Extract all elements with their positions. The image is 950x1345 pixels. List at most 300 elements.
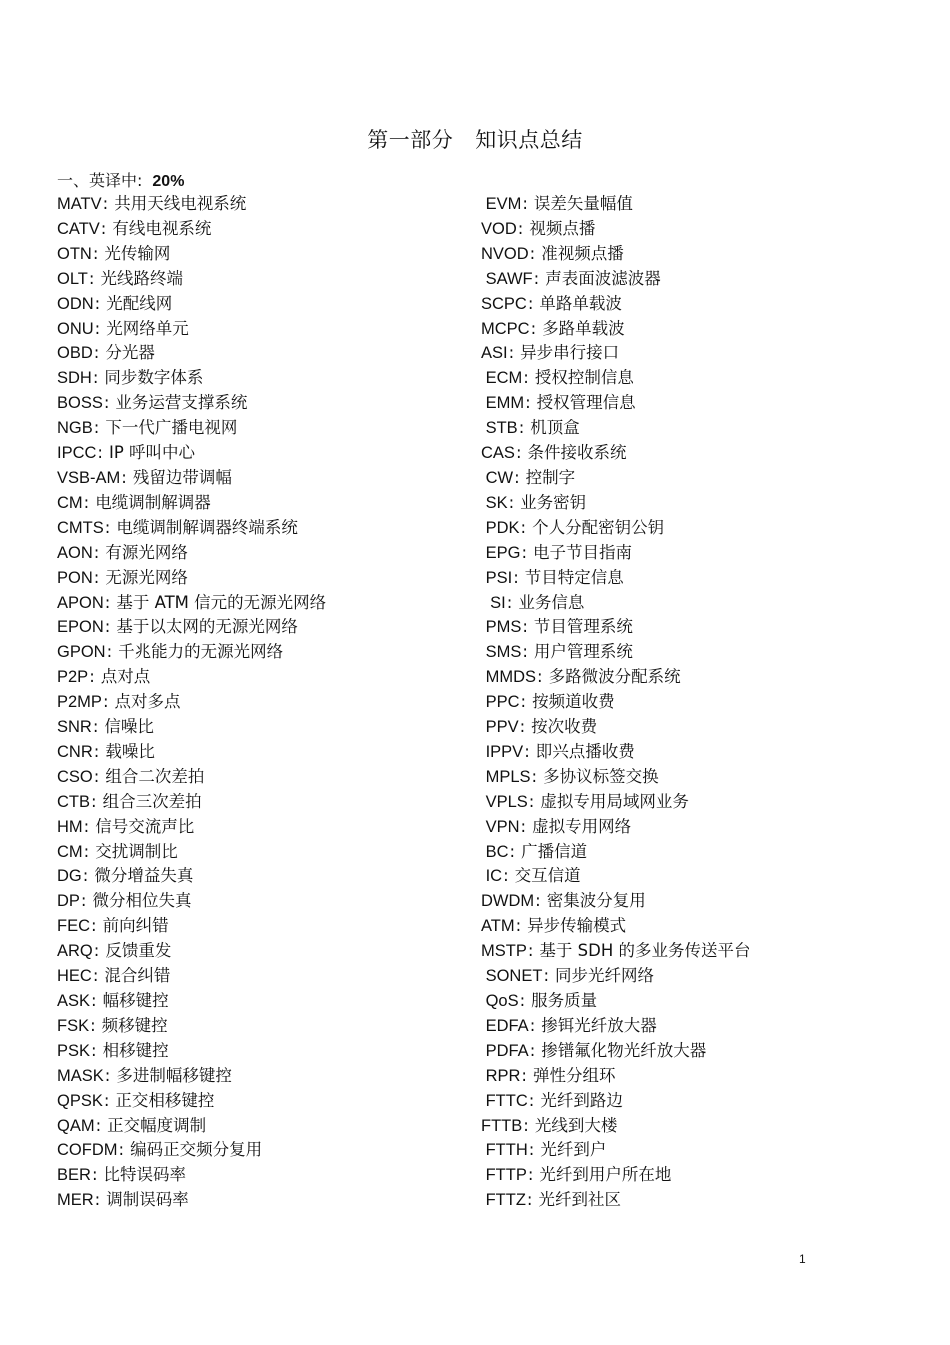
term-row bbox=[57, 640, 467, 665]
term-separator: : bbox=[528, 1140, 535, 1160]
term-separator: : bbox=[525, 393, 531, 413]
term-abbreviation: CSO bbox=[57, 767, 93, 786]
term-row bbox=[57, 690, 467, 715]
term-meaning: 前向纠错 bbox=[102, 916, 169, 936]
term-separator: : bbox=[93, 766, 100, 786]
term-row bbox=[481, 815, 901, 840]
term-row bbox=[57, 591, 467, 616]
term-abbreviation: QPSK bbox=[57, 1091, 103, 1110]
term-abbreviation: FTTZ bbox=[481, 1191, 526, 1210]
term-meaning: 交互信道 bbox=[514, 866, 581, 886]
term-abbreviation: VOD bbox=[481, 219, 517, 238]
term-separator: : bbox=[102, 194, 109, 213]
term-abbreviation: FTTH bbox=[481, 1141, 528, 1160]
term-meaning: 控制字 bbox=[525, 467, 576, 487]
term-row bbox=[57, 1064, 467, 1089]
term-separator: : bbox=[509, 841, 516, 861]
term-row bbox=[481, 765, 901, 790]
term-separator: : bbox=[506, 592, 513, 612]
term-abbreviation: SK bbox=[481, 493, 508, 512]
term-separator: : bbox=[522, 642, 528, 662]
term-abbreviation: APON bbox=[57, 593, 104, 612]
term-row bbox=[57, 765, 467, 790]
term-separator: : bbox=[518, 418, 525, 438]
term-meaning: 光纤到用户所在地 bbox=[539, 1165, 672, 1185]
term-abbreviation: SAWF bbox=[481, 269, 533, 288]
term-meaning: 节目管理系统 bbox=[533, 617, 633, 637]
term-row bbox=[481, 640, 901, 665]
term-meaning: 电缆调制解调器终端系统 bbox=[116, 517, 298, 537]
term-abbreviation: MSTP bbox=[481, 942, 527, 961]
term-separator: : bbox=[543, 966, 549, 986]
term-meaning: 光纤到路边 bbox=[540, 1090, 623, 1110]
term-meaning: 准视频点播 bbox=[541, 243, 624, 263]
term-abbreviation: FTTP bbox=[481, 1166, 527, 1185]
term-meaning: 弹性分组环 bbox=[532, 1065, 616, 1085]
term-abbreviation: PDK bbox=[481, 518, 520, 537]
term-separator: : bbox=[94, 1190, 101, 1210]
term-separator: : bbox=[513, 567, 519, 587]
term-abbreviation: ECM bbox=[481, 369, 523, 388]
term-row bbox=[481, 939, 901, 964]
term-separator: : bbox=[89, 667, 95, 687]
term-separator: : bbox=[92, 717, 99, 737]
term-separator: : bbox=[519, 991, 526, 1010]
term-row bbox=[481, 989, 901, 1014]
term-abbreviation: ONU bbox=[57, 319, 94, 338]
term-separator: : bbox=[83, 492, 90, 512]
term-separator: : bbox=[80, 891, 87, 911]
term-meaning: 电缆调制解调器 bbox=[95, 492, 211, 512]
term-meaning: 交扰调制比 bbox=[95, 841, 178, 861]
term-abbreviation: SI bbox=[481, 593, 506, 612]
term-separator: : bbox=[103, 1090, 110, 1110]
term-meaning: 光传输网 bbox=[104, 243, 171, 263]
term-abbreviation: PSK bbox=[57, 1041, 91, 1060]
term-separator: : bbox=[104, 592, 111, 612]
term-row bbox=[57, 914, 467, 939]
term-meaning: 编码正交频分复用 bbox=[130, 1140, 263, 1160]
term-abbreviation: CTB bbox=[57, 792, 90, 811]
term-separator: : bbox=[94, 318, 101, 338]
term-row bbox=[481, 217, 901, 242]
term-abbreviation: OLT bbox=[57, 269, 88, 288]
term-abbreviation: SONET bbox=[481, 967, 543, 986]
term-row bbox=[57, 1114, 467, 1139]
term-abbreviation: HM bbox=[57, 817, 83, 836]
term-row bbox=[481, 491, 901, 516]
term-row bbox=[481, 366, 901, 391]
term-abbreviation: ASI bbox=[481, 344, 508, 363]
term-meaning: 声表面波滤波器 bbox=[545, 268, 661, 288]
term-abbreviation: PPV bbox=[481, 718, 519, 737]
term-row bbox=[481, 391, 901, 416]
term-row bbox=[57, 715, 467, 740]
term-abbreviation: PSI bbox=[481, 568, 513, 587]
term-abbreviation: IPPV bbox=[481, 742, 524, 761]
term-row bbox=[57, 1188, 467, 1213]
term-meaning: 个人分配密钥公钥 bbox=[532, 517, 665, 537]
term-meaning: 误差矢量幅值 bbox=[533, 194, 633, 213]
term-row bbox=[481, 541, 901, 566]
term-abbreviation: NVOD bbox=[481, 244, 529, 263]
term-separator: : bbox=[515, 916, 522, 936]
term-abbreviation: STB bbox=[481, 419, 518, 438]
term-row bbox=[57, 317, 467, 342]
section-heading-label: 一、英译中: bbox=[57, 171, 143, 190]
term-meaning: 光纤到社区 bbox=[538, 1190, 621, 1210]
term-separator: : bbox=[91, 991, 97, 1010]
term-row bbox=[57, 989, 467, 1014]
term-meaning: 有线电视系统 bbox=[112, 218, 212, 238]
term-row bbox=[481, 1089, 901, 1114]
term-separator: : bbox=[93, 343, 100, 363]
term-row bbox=[481, 889, 901, 914]
term-row bbox=[481, 267, 901, 292]
term-abbreviation: VPN bbox=[481, 817, 520, 836]
term-separator: : bbox=[83, 841, 90, 861]
term-separator: : bbox=[92, 966, 99, 986]
term-separator: : bbox=[100, 218, 107, 238]
term-meaning: 组合二次差拍 bbox=[105, 766, 205, 786]
term-meaning: 掺铒光纤放大器 bbox=[541, 1015, 657, 1035]
term-abbreviation: BOSS bbox=[57, 394, 103, 413]
term-meaning: 同步光纤网络 bbox=[555, 966, 654, 986]
term-abbreviation: OTN bbox=[57, 244, 92, 263]
term-separator: : bbox=[82, 866, 89, 886]
term-separator: : bbox=[92, 243, 99, 263]
term-abbreviation: PON bbox=[57, 568, 93, 587]
section-weight: 20% bbox=[152, 173, 185, 190]
term-abbreviation: P2MP bbox=[57, 693, 102, 712]
term-meaning: 业务密钥 bbox=[520, 492, 587, 512]
term-meaning: 共用天线电视系统 bbox=[114, 194, 247, 213]
term-abbreviation: VSB-AM bbox=[57, 468, 121, 487]
term-row bbox=[481, 1114, 901, 1139]
term-meaning: 异步传输模式 bbox=[527, 916, 627, 936]
term-meaning: 相移键控 bbox=[102, 1040, 169, 1060]
term-row bbox=[481, 1188, 901, 1213]
term-separator: : bbox=[104, 617, 111, 637]
term-separator: : bbox=[104, 1065, 111, 1085]
term-row bbox=[57, 790, 467, 815]
section-heading bbox=[57, 168, 184, 191]
term-abbreviation: EPG bbox=[481, 543, 521, 562]
term-meaning: 光网络单元 bbox=[106, 318, 189, 338]
term-meaning: 授权控制信息 bbox=[534, 368, 634, 388]
term-row bbox=[57, 1039, 467, 1064]
term-separator: : bbox=[91, 1165, 98, 1185]
term-meaning: 异步串行接口 bbox=[520, 343, 620, 363]
term-meaning: 多路微波分配系统 bbox=[548, 667, 681, 687]
term-separator: : bbox=[529, 243, 536, 263]
term-abbreviation: SDH bbox=[57, 369, 92, 388]
term-row bbox=[481, 516, 901, 541]
term-separator: : bbox=[531, 766, 538, 786]
term-abbreviation: RPR bbox=[481, 1066, 521, 1085]
term-abbreviation: AON bbox=[57, 543, 93, 562]
term-meaning: 基于 ATM 信元的无源光网络 bbox=[116, 592, 327, 612]
term-meaning: 反馈重发 bbox=[105, 941, 172, 961]
term-abbreviation: PMS bbox=[481, 618, 522, 637]
term-separator: : bbox=[91, 916, 97, 936]
term-abbreviation: FSK bbox=[57, 1016, 90, 1035]
term-separator: : bbox=[528, 791, 535, 811]
term-separator: : bbox=[520, 816, 527, 836]
term-row bbox=[57, 740, 467, 765]
term-row bbox=[481, 566, 901, 591]
term-meaning: 虚拟专用局域网业务 bbox=[540, 791, 689, 811]
term-meaning: 基于 SDH 的多业务传送平台 bbox=[539, 941, 751, 961]
right-term-column bbox=[481, 192, 901, 1213]
term-separator: : bbox=[529, 1040, 536, 1060]
term-separator: : bbox=[508, 343, 515, 363]
term-separator: : bbox=[93, 567, 100, 587]
term-abbreviation: MMDS bbox=[481, 668, 536, 687]
term-row bbox=[57, 491, 467, 516]
term-separator: : bbox=[522, 194, 528, 213]
term-abbreviation: BER bbox=[57, 1166, 91, 1185]
term-abbreviation: CW bbox=[481, 468, 514, 487]
term-meaning: 残留边带调幅 bbox=[132, 467, 232, 487]
term-abbreviation: DP bbox=[57, 892, 80, 911]
term-meaning: 多路单载波 bbox=[542, 318, 625, 338]
term-abbreviation: QoS bbox=[481, 992, 519, 1010]
term-row bbox=[481, 441, 901, 466]
term-separator: : bbox=[521, 1065, 527, 1085]
term-separator: : bbox=[97, 443, 103, 463]
term-row bbox=[57, 1014, 467, 1039]
page-number: 1 bbox=[799, 1252, 806, 1266]
term-separator: : bbox=[93, 941, 100, 961]
term-abbreviation: SMS bbox=[481, 643, 522, 662]
term-abbreviation: DWDM bbox=[481, 892, 535, 911]
term-row bbox=[481, 715, 901, 740]
term-separator: : bbox=[90, 1015, 96, 1035]
term-abbreviation: EPON bbox=[57, 618, 104, 637]
term-meaning: 同步数字体系 bbox=[104, 368, 204, 388]
term-meaning: 光线到大楼 bbox=[534, 1115, 618, 1135]
term-abbreviation: FTTC bbox=[481, 1091, 528, 1110]
term-meaning: 掺镨氟化物光纤放大器 bbox=[541, 1040, 707, 1060]
term-meaning: 正交幅度调制 bbox=[107, 1115, 207, 1135]
term-row bbox=[57, 939, 467, 964]
term-separator: : bbox=[517, 218, 524, 238]
term-meaning: IP 呼叫中心 bbox=[108, 443, 196, 463]
term-separator: : bbox=[515, 443, 522, 463]
term-row bbox=[57, 391, 467, 416]
term-abbreviation: P2P bbox=[57, 668, 89, 687]
term-meaning: 虚拟专用网络 bbox=[532, 816, 632, 836]
term-row bbox=[481, 317, 901, 342]
term-row bbox=[481, 591, 901, 616]
term-row bbox=[57, 615, 467, 640]
term-row bbox=[57, 267, 467, 292]
term-row bbox=[57, 1163, 467, 1188]
term-separator: : bbox=[523, 1115, 529, 1135]
term-abbreviation: ODN bbox=[57, 294, 94, 313]
term-abbreviation: CMTS bbox=[57, 518, 104, 537]
term-meaning: 混合纠错 bbox=[104, 966, 171, 986]
term-separator: : bbox=[104, 517, 111, 537]
term-meaning: 信号交流声比 bbox=[95, 816, 195, 836]
term-row bbox=[481, 192, 901, 217]
term-abbreviation: FEC bbox=[57, 917, 90, 936]
term-row bbox=[57, 242, 467, 267]
term-meaning: 微分增益失真 bbox=[94, 866, 194, 886]
term-abbreviation: EMM bbox=[481, 394, 525, 413]
left-term-column bbox=[57, 192, 467, 1213]
term-abbreviation: SNR bbox=[57, 718, 92, 737]
term-abbreviation: MER bbox=[57, 1191, 94, 1210]
term-meaning: 条件接收系统 bbox=[527, 443, 627, 463]
term-row bbox=[481, 416, 901, 441]
term-meaning: 视频点播 bbox=[529, 218, 596, 238]
term-abbreviation: VPLS bbox=[481, 792, 528, 811]
term-meaning: 用户管理系统 bbox=[533, 642, 633, 662]
term-row bbox=[57, 541, 467, 566]
term-abbreviation: ASK bbox=[57, 992, 91, 1010]
term-row bbox=[481, 790, 901, 815]
term-abbreviation: FTTB bbox=[481, 1116, 523, 1135]
term-row bbox=[481, 740, 901, 765]
term-row bbox=[57, 192, 467, 217]
title-topic: 知识点总结 bbox=[475, 128, 583, 152]
term-separator: : bbox=[527, 941, 534, 961]
term-meaning: 信噪比 bbox=[104, 717, 154, 737]
term-abbreviation: MASK bbox=[57, 1066, 104, 1085]
term-abbreviation: EVM bbox=[481, 195, 522, 213]
term-separator: : bbox=[530, 318, 537, 338]
term-row bbox=[481, 341, 901, 366]
term-separator: : bbox=[503, 866, 509, 886]
term-abbreviation: EDFA bbox=[481, 1016, 529, 1035]
term-row bbox=[57, 416, 467, 441]
term-meaning: 密集波分复用 bbox=[546, 891, 646, 911]
term-separator: : bbox=[524, 741, 530, 761]
term-meaning: 电子节目指南 bbox=[533, 542, 632, 562]
term-meaning: 按频道收费 bbox=[532, 692, 615, 712]
term-meaning: 授权管理信息 bbox=[536, 393, 636, 413]
term-meaning: 节目特定信息 bbox=[524, 567, 624, 587]
term-meaning: 点对多点 bbox=[114, 692, 181, 712]
term-separator: : bbox=[95, 1115, 102, 1135]
term-meaning: 正交相移键控 bbox=[115, 1090, 215, 1110]
term-row bbox=[57, 366, 467, 391]
term-row bbox=[481, 1039, 901, 1064]
term-row bbox=[57, 341, 467, 366]
term-abbreviation: PPC bbox=[481, 693, 520, 712]
term-meaning: 即兴点播收费 bbox=[535, 741, 635, 761]
term-abbreviation: MCPC bbox=[481, 319, 530, 338]
term-separator: : bbox=[528, 1090, 535, 1110]
term-meaning: 光线路终端 bbox=[100, 268, 183, 288]
term-row bbox=[481, 292, 901, 317]
term-meaning: 多进制幅移键控 bbox=[116, 1065, 232, 1085]
term-abbreviation: CAS bbox=[481, 444, 515, 463]
term-row bbox=[481, 615, 901, 640]
term-row bbox=[57, 964, 467, 989]
term-meaning: 光纤到户 bbox=[540, 1140, 607, 1160]
term-separator: : bbox=[520, 517, 527, 537]
term-abbreviation: DG bbox=[57, 867, 82, 886]
term-row bbox=[57, 217, 467, 242]
term-abbreviation: CM bbox=[57, 493, 83, 512]
term-abbreviation: OBD bbox=[57, 344, 93, 363]
term-abbreviation: ARQ bbox=[57, 942, 93, 961]
term-separator: : bbox=[121, 467, 127, 487]
term-meaning: 调制误码率 bbox=[106, 1190, 189, 1210]
term-meaning: 点对点 bbox=[100, 667, 151, 687]
term-separator: : bbox=[102, 692, 109, 712]
term-row bbox=[481, 914, 901, 939]
term-row bbox=[481, 964, 901, 989]
term-abbreviation: PDFA bbox=[481, 1041, 529, 1060]
term-row bbox=[57, 1138, 467, 1163]
term-abbreviation: BC bbox=[481, 842, 509, 861]
term-meaning: 机顶盒 bbox=[530, 418, 580, 438]
term-separator: : bbox=[526, 1190, 533, 1210]
term-separator: : bbox=[94, 293, 101, 313]
term-separator: : bbox=[527, 1165, 534, 1185]
term-meaning: 有源光网络 bbox=[105, 542, 188, 562]
term-separator: : bbox=[92, 368, 99, 388]
term-meaning: 比特误码率 bbox=[103, 1165, 186, 1185]
term-abbreviation: HEC bbox=[57, 967, 92, 986]
term-abbreviation: MPLS bbox=[481, 767, 531, 786]
term-meaning: 微分相位失真 bbox=[92, 891, 192, 911]
term-separator: : bbox=[523, 368, 529, 388]
term-abbreviation: CM bbox=[57, 842, 83, 861]
term-row bbox=[57, 840, 467, 865]
term-row bbox=[481, 690, 901, 715]
term-meaning: 分光器 bbox=[105, 343, 155, 363]
term-row bbox=[57, 815, 467, 840]
term-meaning: 服务质量 bbox=[531, 991, 598, 1010]
term-separator: : bbox=[521, 542, 527, 562]
term-separator: : bbox=[93, 741, 100, 761]
term-row bbox=[57, 1089, 467, 1114]
term-separator: : bbox=[514, 467, 520, 487]
term-abbreviation: MATV bbox=[57, 195, 102, 213]
term-separator: : bbox=[508, 492, 515, 512]
term-meaning: 无源光网络 bbox=[105, 567, 188, 587]
term-meaning: 幅移键控 bbox=[102, 991, 169, 1010]
term-meaning: 组合三次差拍 bbox=[102, 791, 202, 811]
page-title bbox=[0, 124, 950, 154]
term-meaning: 业务信息 bbox=[518, 592, 585, 612]
term-separator: : bbox=[106, 642, 113, 662]
term-row bbox=[481, 840, 901, 865]
term-row bbox=[57, 292, 467, 317]
term-row bbox=[481, 242, 901, 267]
term-separator: : bbox=[88, 268, 95, 288]
term-meaning: 广播信道 bbox=[521, 841, 588, 861]
term-abbreviation: QAM bbox=[57, 1116, 95, 1135]
term-row bbox=[57, 441, 467, 466]
term-separator: : bbox=[103, 393, 110, 413]
term-separator: : bbox=[537, 667, 543, 687]
term-meaning: 单路单载波 bbox=[539, 293, 622, 313]
term-separator: : bbox=[522, 617, 528, 637]
term-separator: : bbox=[93, 542, 100, 562]
term-row bbox=[57, 665, 467, 690]
term-abbreviation: CNR bbox=[57, 742, 93, 761]
term-abbreviation: IPCC bbox=[57, 444, 97, 463]
term-row bbox=[481, 864, 901, 889]
term-abbreviation: ATM bbox=[481, 917, 515, 936]
term-meaning: 光配线网 bbox=[106, 293, 173, 313]
